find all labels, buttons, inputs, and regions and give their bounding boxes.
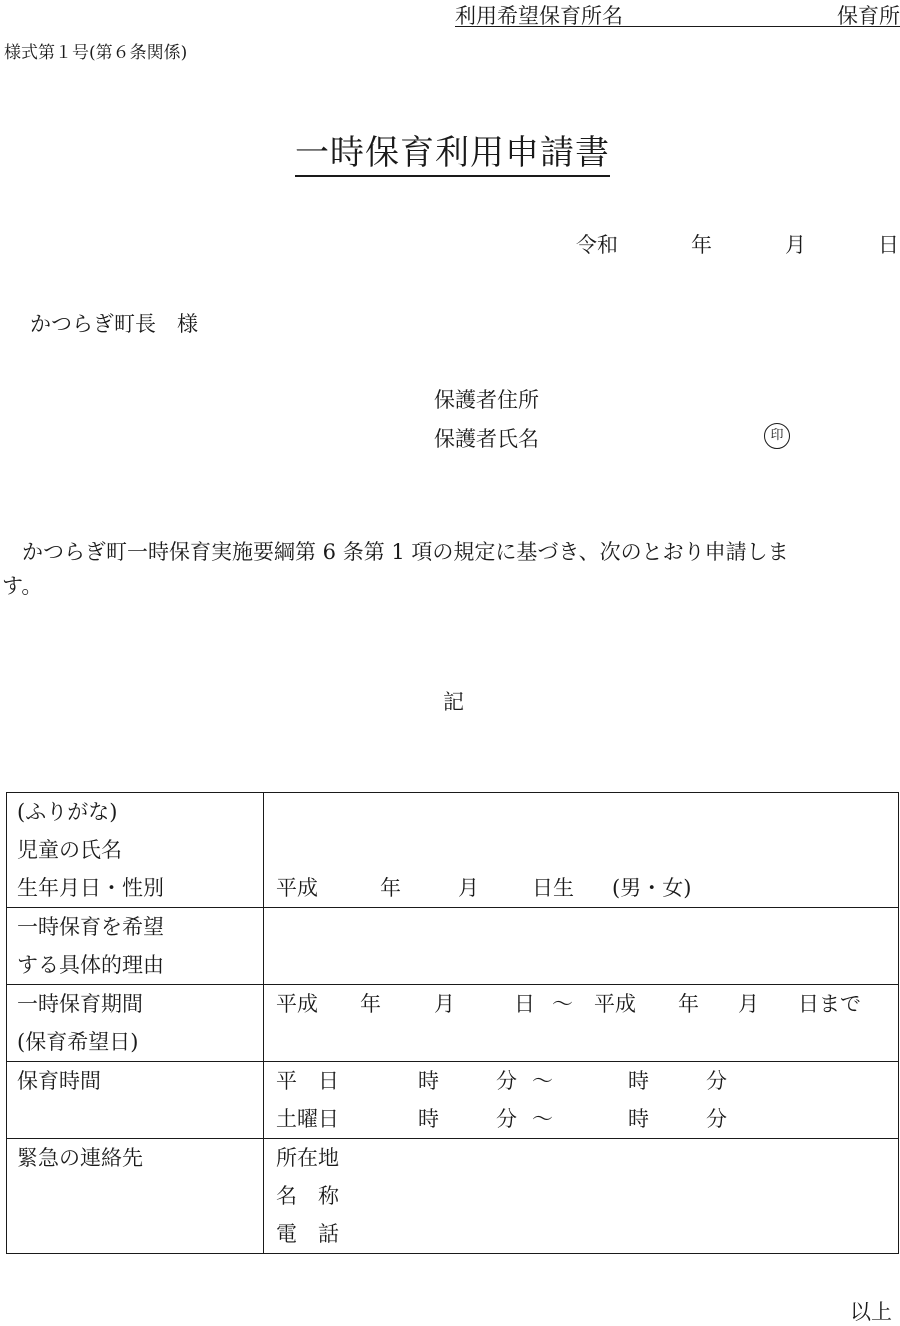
- document-title: [0, 125, 900, 174]
- period-end-day: 日まで: [798, 992, 861, 1016]
- child-value-cell[interactable]: [264, 793, 899, 908]
- saturday-end-hour: 時: [628, 1107, 649, 1131]
- period-label-line2: (保育希望日): [17, 1030, 139, 1054]
- saturday-end-minute: 分: [706, 1107, 727, 1131]
- nursery-name-line: [455, 0, 900, 27]
- weekday-label: 平 日: [276, 1069, 339, 1093]
- child-name-label: 児童の氏名: [17, 838, 122, 862]
- child-label-cell: [7, 793, 264, 908]
- emergency-label: 緊急の連絡先: [17, 1146, 143, 1170]
- table-row-period: [7, 985, 899, 1062]
- period-start-day: 日: [514, 992, 535, 1016]
- saturday-start-minute: 分: [496, 1107, 517, 1131]
- closing-text: 以上: [850, 1300, 892, 1324]
- nursery-suffix: 保育所: [837, 4, 900, 28]
- saturday-label: 土曜日: [276, 1107, 339, 1131]
- weekday-end-hour: 時: [628, 1069, 649, 1093]
- period-start-year: 年: [360, 992, 381, 1016]
- reason-label-cell: [7, 908, 264, 985]
- dob-month: 月: [458, 876, 479, 900]
- form-number: 様式第１号(第６条関係): [4, 43, 188, 63]
- nursery-name-label: 利用希望保育所名: [455, 4, 623, 28]
- dob-year: 年: [380, 876, 401, 900]
- weekday-start-minute: 分: [496, 1069, 517, 1093]
- emergency-label-cell: [7, 1139, 264, 1254]
- body-text-line2: す。: [2, 574, 43, 598]
- weekday-start-hour: 時: [418, 1069, 439, 1093]
- guardian-address-label: 保護者住所: [434, 388, 539, 412]
- date-era: 令和: [576, 233, 618, 257]
- table-row-child: [7, 793, 899, 908]
- dob-era: 平成: [276, 876, 318, 900]
- weekday-end-minute: 分: [706, 1069, 727, 1093]
- period-tilde: ～: [552, 992, 573, 1016]
- period-start-era: 平成: [276, 992, 318, 1016]
- hours-label: 保育時間: [17, 1069, 101, 1093]
- dob-day: 日生: [532, 876, 574, 900]
- dob-sex-label: 生年月日・性別: [17, 876, 164, 900]
- saturday-tilde: ～: [532, 1107, 553, 1131]
- period-label-cell: [7, 985, 264, 1062]
- emergency-value-cell[interactable]: [264, 1139, 899, 1254]
- seal-icon: 印: [764, 423, 790, 449]
- ki-label: 記: [443, 690, 464, 714]
- date-day: 日: [878, 233, 899, 257]
- period-end-era: 平成: [594, 992, 636, 1016]
- addressee: かつらぎ町長 様: [30, 312, 198, 336]
- period-end-month: 月: [738, 992, 759, 1016]
- hours-label-cell: [7, 1062, 264, 1139]
- sex-choice: (男・女): [612, 876, 692, 900]
- saturday-start-hour: 時: [418, 1107, 439, 1131]
- application-table: [6, 792, 899, 1254]
- period-label-line1: 一時保育期間: [17, 992, 143, 1016]
- date-year: 年: [691, 233, 712, 257]
- guardian-name-label: 保護者氏名: [434, 427, 539, 451]
- period-start-month: 月: [434, 992, 455, 1016]
- document-title-text: 一時保育利用申請書: [295, 133, 610, 177]
- reason-label-line1: 一時保育を希望: [17, 915, 164, 939]
- table-row-hours: [7, 1062, 899, 1139]
- date-month: 月: [785, 233, 806, 257]
- period-value-cell[interactable]: [264, 985, 899, 1062]
- table-row-reason: [7, 908, 899, 985]
- furigana-label: (ふりがな): [17, 800, 118, 824]
- reason-label-line2: する具体的理由: [17, 953, 164, 977]
- hours-value-cell[interactable]: [264, 1062, 899, 1139]
- emergency-name-label: 名 称: [276, 1184, 339, 1208]
- period-end-year: 年: [678, 992, 699, 1016]
- table-row-emergency: [7, 1139, 899, 1254]
- weekday-tilde: ～: [532, 1069, 553, 1093]
- reason-value-cell[interactable]: [264, 908, 899, 985]
- emergency-location-label: 所在地: [276, 1146, 339, 1170]
- emergency-phone-label: 電 話: [276, 1222, 339, 1246]
- body-text-line1: かつらぎ町一時保育実施要綱第 6 条第 1 項の規定に基づき、次のとおり申請しま: [22, 540, 789, 564]
